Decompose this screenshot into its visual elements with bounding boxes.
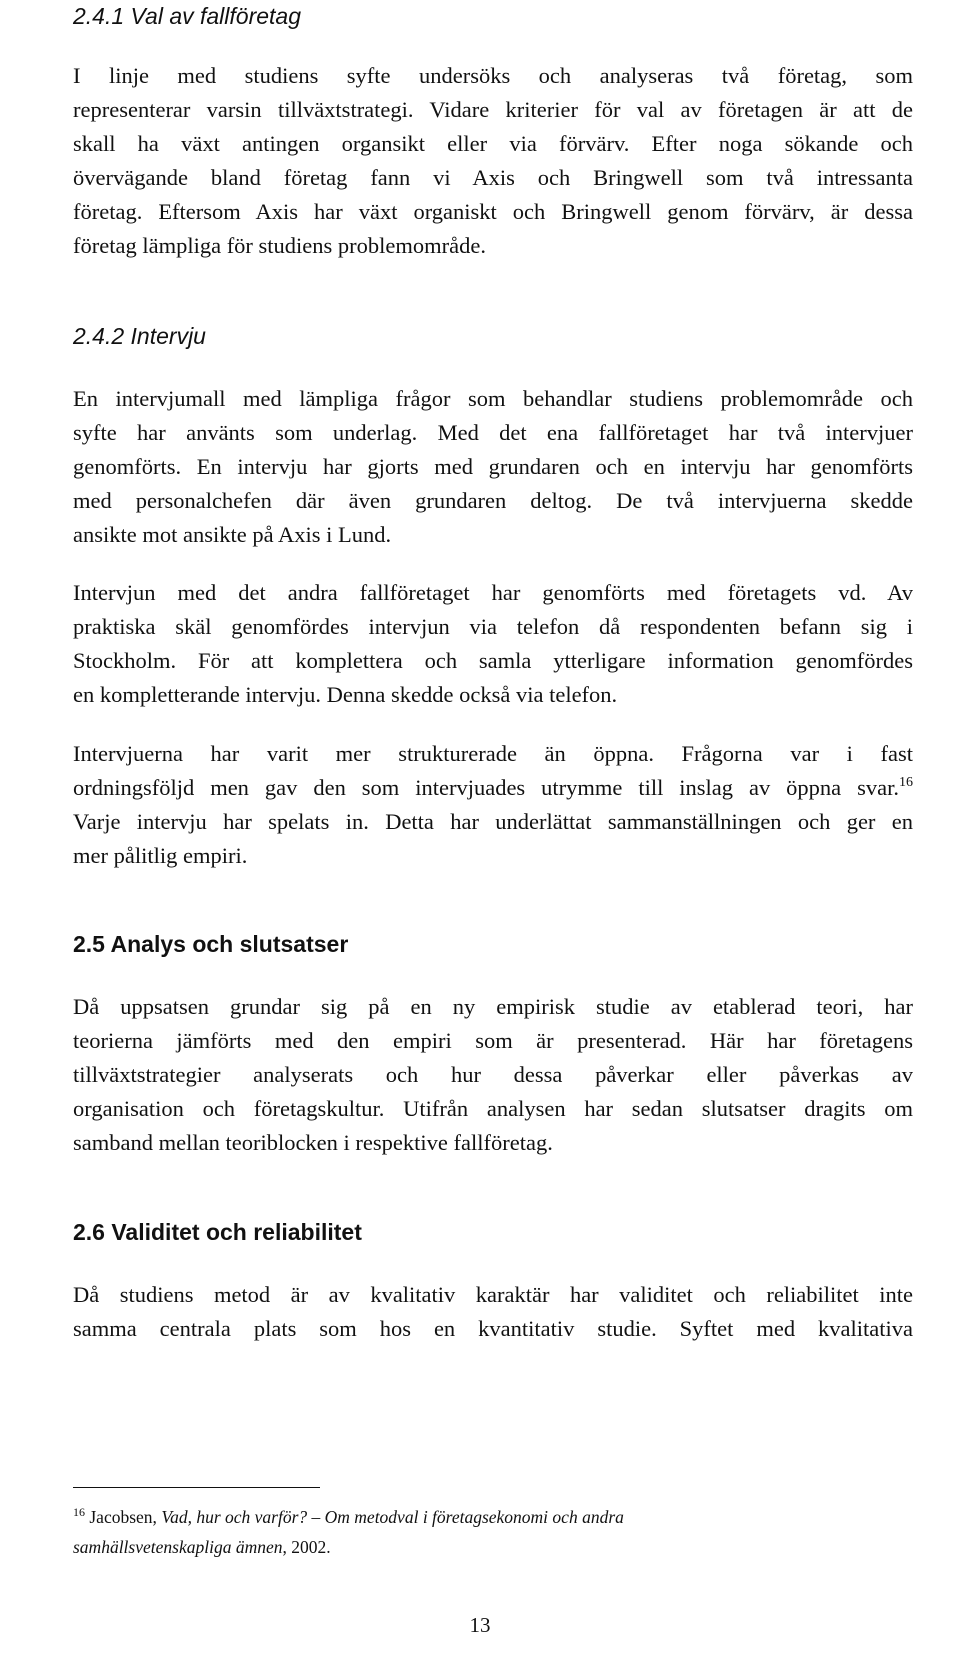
heading-intervju: 2.4.2 Intervju (73, 323, 206, 349)
text-line: I linje med studiens syfte undersöks och analyseras två företag, som (73, 63, 913, 88)
paragraph-intervju-1 (73, 382, 913, 552)
text-line: En intervjumall med lämpliga frågor som behandlar studiens problemområde och (73, 386, 913, 411)
footnote-separator (73, 1487, 320, 1488)
paragraph-intervju-2 (73, 576, 913, 712)
text-line: tillväxtstrategier analyserats och hur dessa påverkar eller påverkas av (73, 1062, 913, 1087)
text-line: syfte har använts som underlag. Med det ena fallföretaget har två intervjuer (73, 420, 913, 445)
page-number: 13 (469, 1613, 491, 1637)
paragraph-intervju-3 (73, 737, 913, 873)
text-line: Då studiens metod är av kvalitativ karaktär har validitet och reliabilitet inte (73, 1282, 913, 1307)
footnote-number: 16 (73, 1505, 85, 1519)
text-line: mer pålitlig empiri. (73, 843, 248, 868)
text-line: representerar varsin tillväxtstrategi. Vidare kriterier för val av företagen är att de (73, 97, 913, 122)
text-line: företag lämpliga för studiens problemområde. (73, 233, 486, 258)
heading-val-av-fallforetag: 2.4.1 Val av fallföretag (73, 3, 302, 29)
paragraph-validitet (73, 1278, 913, 1346)
text-line: Varje intervju har spelats in. Detta har underlättat sammanställningen och ger en (73, 809, 913, 834)
text-line: organisation och företagskultur. Utifrån analysen har sedan slutsatser dragits om (73, 1096, 913, 1121)
footnote-title-continued: samhällsvetenskapliga ämnen (73, 1537, 283, 1557)
text-line: ansikte mot ansikte på Axis i Lund. (73, 522, 392, 547)
text-line: Då uppsatsen grundar sig på en ny empirisk studie av etablerad teori, har (73, 994, 913, 1019)
text-line: Intervjuerna har varit mer strukturerade än öppna. Frågorna var i fast (73, 741, 913, 766)
paragraph-analys (73, 990, 913, 1160)
heading-analys-och-slutsatser: 2.5 Analys och slutsatser (73, 931, 349, 957)
text-line: övervägande bland företag fann vi Axis och Bringwell som två intressanta (73, 165, 913, 190)
footnote-line (73, 1502, 913, 1532)
text-line: Stockholm. För att komplettera och samla ytterligare information genomfördes (73, 648, 913, 673)
footnote-title: Vad, hur och varför? – Om metodval i företagsekonomi och andra (161, 1507, 624, 1527)
text-line: en kompletterande intervju. Denna skedde också via telefon. (73, 682, 618, 707)
footnote-line (73, 1532, 913, 1562)
text-line: genomförts. En intervju har gjorts med grundaren och en intervju har genomförts (73, 454, 913, 479)
paragraph-val-av-fallforetag (73, 59, 913, 263)
text-line-content: ordningsföljd men gav den som intervjuades utrymme till inslag av öppna svar. (73, 775, 899, 800)
text-line: skall ha växt antingen organsikt eller via förvärv. Efter noga sökande och (73, 131, 913, 156)
text-line: företag. Eftersom Axis har växt organiskt och Bringwell genom förvärv, är dessa (73, 199, 913, 224)
heading-validitet-och-reliabilitet: 2.6 Validitet och reliabilitet (73, 1219, 362, 1245)
text-line: teorierna jämförts med den empiri som är presenterad. Här har företagens (73, 1028, 913, 1053)
footnote-year: , 2002. (282, 1537, 331, 1557)
footnote-author: Jacobsen, (89, 1507, 162, 1527)
text-line: praktiska skäl genomfördes intervjun via telefon då respondenten befann sig i (73, 614, 913, 639)
text-line: Intervjun med det andra fallföretaget har genomförts med företagets vd. Av (73, 580, 913, 605)
footnote-reference: 16 (899, 775, 913, 790)
text-line: samband mellan teoriblocken i respektive fallföretag. (73, 1130, 553, 1155)
footnote (73, 1502, 913, 1562)
text-line: samma centrala plats som hos en kvantitativ studie. Syftet med kvalitativa (73, 1316, 913, 1341)
text-line: med personalchefen där även grundaren deltog. De två intervjuerna skedde (73, 488, 913, 513)
text-line-with-footnote (73, 771, 913, 805)
